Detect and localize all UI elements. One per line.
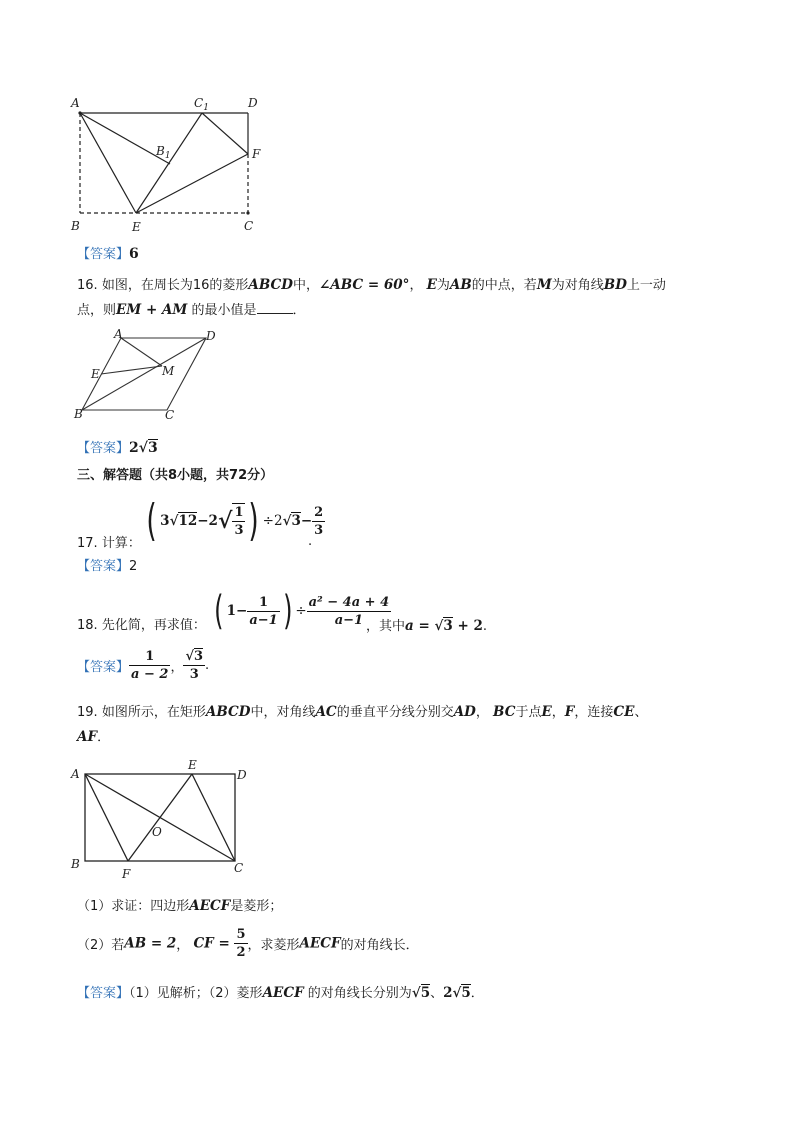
q17-period: .: [308, 534, 313, 549]
right-paren: ): [282, 588, 293, 634]
text: 点，则: [77, 303, 117, 318]
radicand: 3: [194, 649, 204, 664]
fraction: [247, 594, 279, 629]
fraction: [234, 926, 247, 961]
math: ∠ABC = 60°: [318, 277, 410, 293]
math: AF: [77, 729, 98, 745]
label-A: A: [114, 328, 123, 341]
radicand: 5: [420, 985, 431, 1001]
math: 1−: [226, 603, 248, 619]
text: ．: [470, 986, 484, 1001]
q15-answer: [77, 244, 139, 265]
text: 是菱形；: [230, 899, 283, 914]
question-number: 19.: [77, 705, 98, 720]
answer-tag: 【答案】: [77, 247, 130, 262]
math: ÷: [295, 603, 307, 619]
math: E: [426, 277, 437, 293]
answer-value: 2: [129, 559, 138, 574]
q16-answer: [77, 438, 158, 459]
label-C1-sub: 1: [203, 103, 209, 113]
label-F: F: [122, 867, 131, 881]
math: AB: [449, 277, 472, 293]
label-E: E: [132, 220, 141, 234]
label-D: D: [237, 768, 247, 782]
text: ，: [176, 938, 190, 953]
denominator: a−1: [334, 612, 364, 628]
math: AB = 2: [124, 935, 177, 952]
math: ÷2: [262, 513, 283, 529]
label-A: A: [71, 767, 80, 781]
q19-text-line2: [77, 727, 110, 748]
radicand: 12: [178, 513, 198, 529]
math: BC: [493, 704, 516, 720]
svg-text:B1: [155, 144, 171, 161]
question-number: 16.: [77, 278, 98, 293]
numerator: a² − 4a + 4: [308, 594, 390, 610]
math: F: [564, 704, 575, 720]
sqrt-sign: √: [217, 508, 233, 534]
text: 上一动: [626, 278, 666, 293]
math: ABCD: [205, 704, 251, 720]
text: 、: [634, 705, 648, 720]
sqrt-sign: √: [185, 649, 194, 664]
label-C: C: [165, 408, 175, 422]
answer-tag: 【答案】: [77, 986, 130, 1001]
math: E: [541, 704, 552, 720]
q19-part2: [77, 926, 419, 970]
text: 先化简，再求值：: [101, 618, 206, 633]
q16-text-line2: [77, 300, 306, 321]
separator: ，: [170, 660, 184, 675]
math: M: [536, 277, 552, 293]
q17-answer: [77, 557, 137, 577]
left-paren: (: [214, 588, 224, 634]
figure-rhombus: [70, 328, 220, 424]
numerator: 2: [314, 504, 324, 520]
sqrt-sign: √: [411, 985, 421, 1001]
denominator: 3: [314, 522, 324, 538]
text: 为对角线: [551, 278, 604, 293]
right-paren: ): [248, 495, 260, 546]
label-O: O: [152, 825, 162, 839]
numerator: 1: [234, 505, 244, 520]
answer-fraction: [183, 648, 205, 683]
math: BD: [603, 277, 627, 293]
math: AD: [453, 704, 476, 720]
text: ，: [475, 705, 489, 720]
svg-text:C1: [194, 96, 209, 113]
numerator: 1: [247, 594, 279, 612]
q18-answer: 【答案】 $\frac{1}{a - 2}$ ， $\frac{√3}{3}$ .: [77, 649, 210, 682]
text: 如图，在周长为16的菱形: [101, 278, 249, 293]
label-D: D: [206, 329, 216, 343]
math: −: [300, 513, 313, 529]
text: 为: [436, 278, 450, 293]
math: AECF: [189, 898, 231, 914]
math: AECF: [262, 985, 304, 1001]
radicand: 3: [443, 618, 453, 634]
figure-rectangle-fold: [60, 92, 280, 240]
sqrt-sign: √: [282, 513, 292, 529]
q18-where: [366, 616, 487, 637]
text: 的对角线长．: [340, 938, 419, 953]
denominator: a−1: [249, 612, 278, 628]
sqrt-sign: √: [434, 618, 444, 634]
fraction: [312, 504, 325, 539]
text: 的垂直平分线分别交: [336, 705, 454, 720]
label-A: A: [71, 96, 80, 110]
answer-value: 2: [129, 440, 139, 456]
q16-text-line1: [77, 275, 666, 296]
math: ABCD: [248, 277, 293, 293]
sqrt-sign: √: [138, 440, 148, 456]
denominator: 2: [236, 945, 246, 960]
text: 于点: [515, 705, 542, 720]
question-number: 18.: [77, 618, 98, 633]
label-B: B: [74, 407, 83, 421]
label-M: M: [162, 364, 175, 378]
math: −2: [197, 513, 218, 529]
answer-value: 6: [129, 246, 139, 262]
text: 的对角线长分别为: [307, 986, 412, 1001]
label-E: E: [91, 367, 100, 381]
answer-blank: [257, 300, 293, 314]
sqrt-sign: √: [169, 513, 179, 529]
math: + 2: [452, 618, 483, 634]
text: （2）若: [77, 938, 125, 953]
text: 中，: [292, 278, 319, 293]
figure-rectangle-rhombus: [62, 756, 272, 882]
label-B1-sub: 1: [164, 151, 171, 161]
q17-expression: [143, 496, 325, 546]
question-number: 17.: [77, 536, 98, 551]
separator: 、: [430, 986, 444, 1001]
text: 的最小值是: [191, 303, 257, 318]
label-E: E: [188, 758, 197, 772]
math: CE: [613, 704, 635, 720]
math: CF =: [193, 935, 235, 952]
denominator: 3: [189, 667, 199, 682]
label-F: F: [252, 147, 261, 161]
text: 中，对角线: [250, 705, 316, 720]
math: AC: [315, 704, 337, 720]
text: 计算：: [101, 536, 141, 551]
math: a =: [405, 618, 435, 634]
fraction: [232, 503, 245, 539]
radicand: 5: [461, 985, 471, 1001]
math: AECF: [299, 935, 341, 952]
radicand: 3: [291, 513, 301, 529]
text: ，其中: [366, 619, 406, 634]
label-B: B: [71, 219, 80, 233]
math: 3: [160, 513, 170, 529]
text: 如图所示，在矩形: [101, 705, 206, 720]
label-C: C: [244, 219, 254, 233]
q19-answer: [77, 983, 484, 1004]
answer-tag: 【答案】: [77, 441, 130, 456]
text: ，连接: [574, 705, 614, 720]
sqrt-sign: √: [452, 985, 462, 1001]
math: 2: [443, 985, 453, 1001]
q18-expression: [211, 588, 391, 634]
denominator: a − 2: [131, 667, 169, 682]
label-B: B: [71, 857, 80, 871]
math: EM + AM: [116, 302, 188, 318]
label-C1: C: [194, 96, 204, 110]
section-heading: 三、解答题（共8小题，共72分）: [77, 468, 274, 483]
answer-tag: 【答案】: [77, 559, 130, 574]
text: （1）见解析；（2）菱形: [129, 986, 263, 1001]
label-D: D: [248, 96, 258, 110]
numerator: 1: [129, 648, 170, 666]
numerator: 5: [236, 927, 246, 942]
text: ，: [409, 278, 423, 293]
text: （1）求证：四边形: [77, 899, 190, 914]
q19-part1: [77, 896, 282, 917]
text: 的中点，若: [471, 278, 537, 293]
label-C: C: [234, 861, 244, 875]
answer-tag: 【答案】: [77, 660, 130, 675]
left-paren: (: [146, 495, 157, 546]
denominator: 3: [234, 523, 244, 538]
q17-text: [77, 534, 141, 554]
text: ，求菱形: [247, 938, 300, 953]
text: .: [482, 619, 488, 634]
q18-text: [77, 616, 206, 636]
label-B1: B: [156, 144, 165, 158]
answer-fraction: [129, 648, 170, 683]
q19-text-line1: [77, 702, 647, 723]
text: ，: [551, 705, 565, 720]
text: ．: [97, 730, 111, 745]
radicand: 3: [147, 440, 158, 456]
text: ．: [292, 303, 306, 318]
